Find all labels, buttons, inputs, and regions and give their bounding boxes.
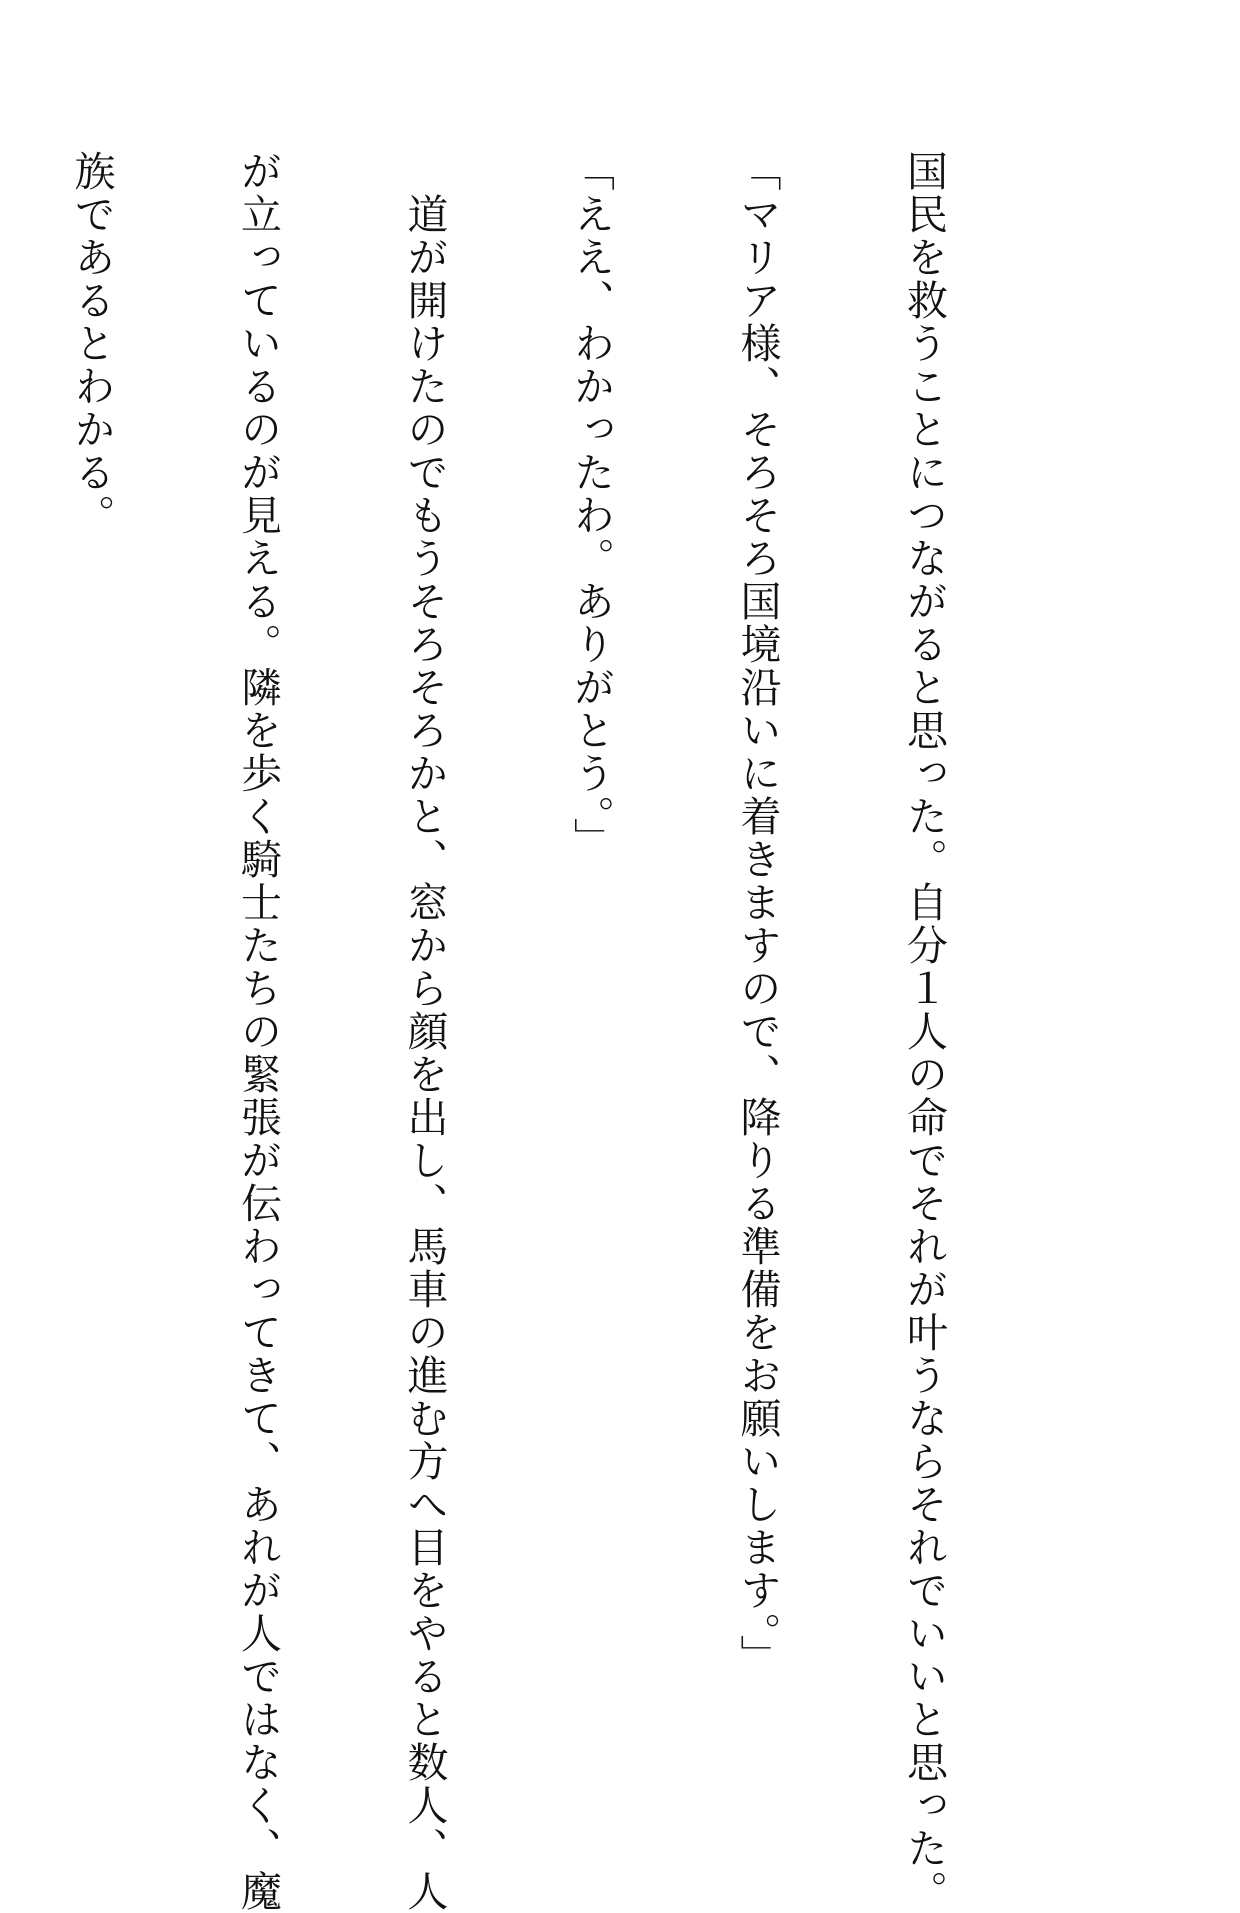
text-line: 「マリア様、そろそろ国境沿いに着きますので、降りる準備をお願いします。」 — [733, 150, 782, 1678]
text-line: が立っているのが見える。隣を歩く騎士たちの緊張が伝わってきて、あれが人ではなく、魔 — [234, 150, 282, 1913]
text-line: 国民を救うことにつながると思った。自分１人の命でそれが叶うならそれでいいと思った。 — [900, 150, 948, 1913]
text-line: 道が開けたのでもうそろそろかと、窓から顔を出し、馬車の進む方へ目をやると数人、人 — [400, 150, 449, 1913]
vertical-text-body — [0, 150, 1062, 1913]
text-line: 「ええ、わかったわ。ありがとう。」 — [567, 150, 615, 861]
text-line: 族であるとわかる。 — [67, 150, 116, 537]
